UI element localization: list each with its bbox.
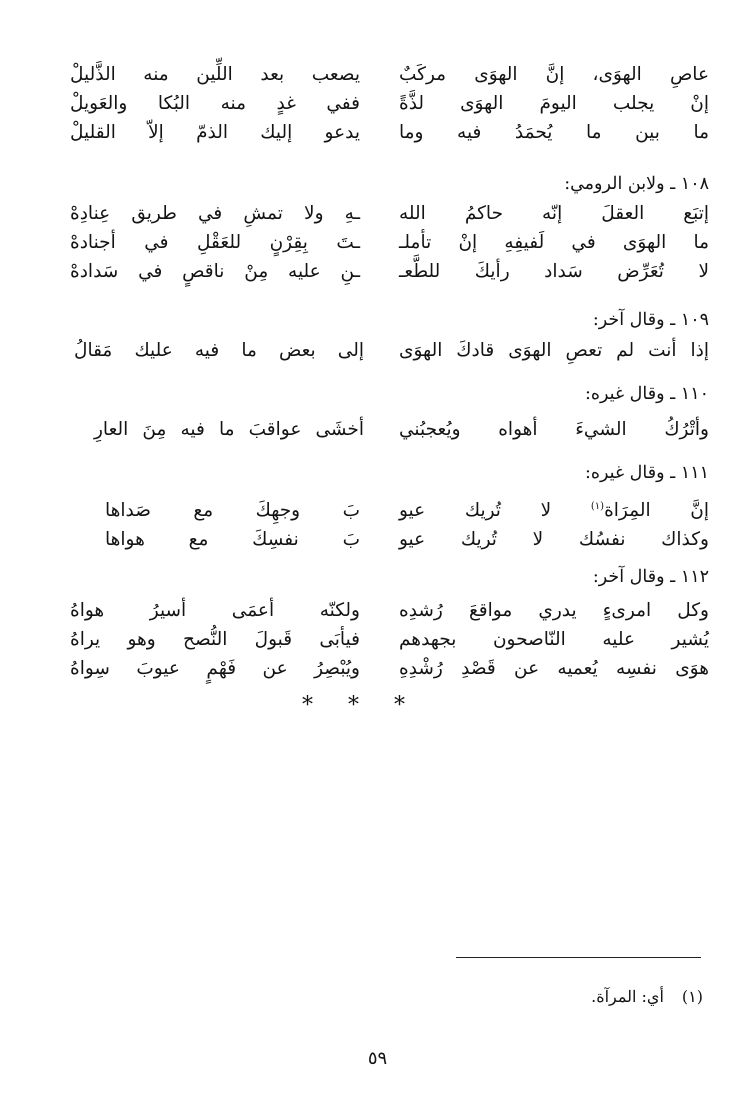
footnote (591, 985, 703, 1009)
verse-line (0, 199, 755, 228)
first-hemistich: وأتْرُكُ الشيءَ أهواه ويُعجبُني (399, 419, 709, 440)
verse-line (0, 525, 755, 554)
second-hemistich: فيأبَى قَبولَ النُّصح وهو يراهُ (70, 629, 360, 650)
first-hemistich: ما بين ما يُحمَدُ فيه وما (399, 122, 709, 143)
verse-line (0, 257, 755, 286)
second-hemistich: ففي غدٍ منه البُكا والعَويلْ (70, 93, 360, 114)
second-hemistich: بَ نفسِكَ مع هواها (105, 529, 360, 550)
second-hemistich: ويُبْصِرُ عن فَهْمٍ عيوبَ سِواهُ (70, 658, 360, 679)
first-hemistich: لا تُعَرِّض سَداد رأيكَ للطَّعـ (399, 261, 709, 282)
second-hemistich: بَ وجهِكَ مع صَداها (105, 500, 360, 521)
section-separator: * * * (302, 693, 419, 718)
first-hemistich: ما الهوَى في لَفيفِهِ إنْ تأملـ (399, 232, 709, 253)
first-hemistich: يُشير عليه النّاصحون بجهدهم (399, 629, 709, 650)
second-hemistich: إلى بعض ما فيه عليك مَقالُ (74, 340, 364, 361)
hemistich-part: إنَّ المِرَاة (604, 500, 710, 521)
first-hemistich: إنْ يجلب اليومَ الهوَى لذَّةً (399, 93, 709, 114)
verse-line (94, 415, 709, 444)
second-hemistich: يصعب بعد اللِّين منه الذَّليلْ (70, 64, 360, 85)
first-hemistich (399, 496, 709, 525)
verse-line (0, 654, 755, 683)
first-hemistich: وكذاك نفسُك لا تُريك عيو (399, 529, 709, 550)
footnote-ref: (١) (590, 500, 605, 512)
verse-line (0, 60, 755, 89)
section-heading-111: ١١١ ـ وقال غيره: (584, 463, 709, 483)
second-hemistich: أخشَى عواقبَ ما فيه مِنَ العارِ (94, 419, 364, 440)
section-heading-108: ١٠٨ ـ ولابن الرومي: (564, 174, 709, 194)
footnote-text: أي: المرآة. (591, 987, 664, 1006)
second-hemistich: ولكنّه أعمَى أسيرُ هواهُ (70, 600, 360, 621)
verse-line (0, 89, 755, 118)
second-hemistich: ـنِ عليه مِنْ ناقصٍ في سَدادهْ (70, 261, 360, 282)
first-hemistich: وكل امرىءٍ يدري مواقعَ رُشدِه (399, 600, 709, 621)
verse-line (0, 596, 755, 625)
first-hemistich: إتبَع العقلَ إنّه حاكمُ الله (399, 203, 709, 224)
verse-line (74, 336, 709, 365)
second-hemistich: يدعو إليك الذمّ إلاّ القليلْ (70, 122, 360, 143)
second-hemistich: ـتَ بِقِرْنٍ للعَقْلِ في أجنادهْ (70, 232, 360, 253)
verse-line (0, 118, 755, 147)
second-hemistich: ـهِ ولا تمشِ في طريق عِنادِهْ (70, 203, 360, 224)
poem-1 (0, 60, 755, 147)
first-hemistich: إذا أنت لم تعصِ الهوَى قادكَ الهوَى (399, 340, 709, 361)
footnote-number: (١) (681, 987, 703, 1006)
first-hemistich: هوَى نفسِه يُعميه عن قَصْدِ رُشْدِهِ (399, 658, 709, 679)
hemistich-part: لا تُريك عيو (399, 500, 591, 521)
verse-line (0, 228, 755, 257)
section-heading-110: ١١٠ ـ وقال غيره: (584, 384, 709, 404)
footnote-rule (456, 957, 701, 958)
verse-line (0, 496, 755, 525)
verse-line (0, 625, 755, 654)
poem-111 (0, 496, 755, 554)
poem-108 (0, 199, 755, 286)
section-heading-109: ١٠٩ ـ وقال آخر: (592, 310, 709, 330)
section-heading-112: ١١٢ ـ وقال آخر: (592, 567, 709, 587)
poem-112 (0, 596, 755, 683)
first-hemistich: عاصِ الهوَى، إنَّ الهوَى مركَبٌ (399, 64, 709, 85)
page-number: ٥٩ (367, 1048, 388, 1069)
